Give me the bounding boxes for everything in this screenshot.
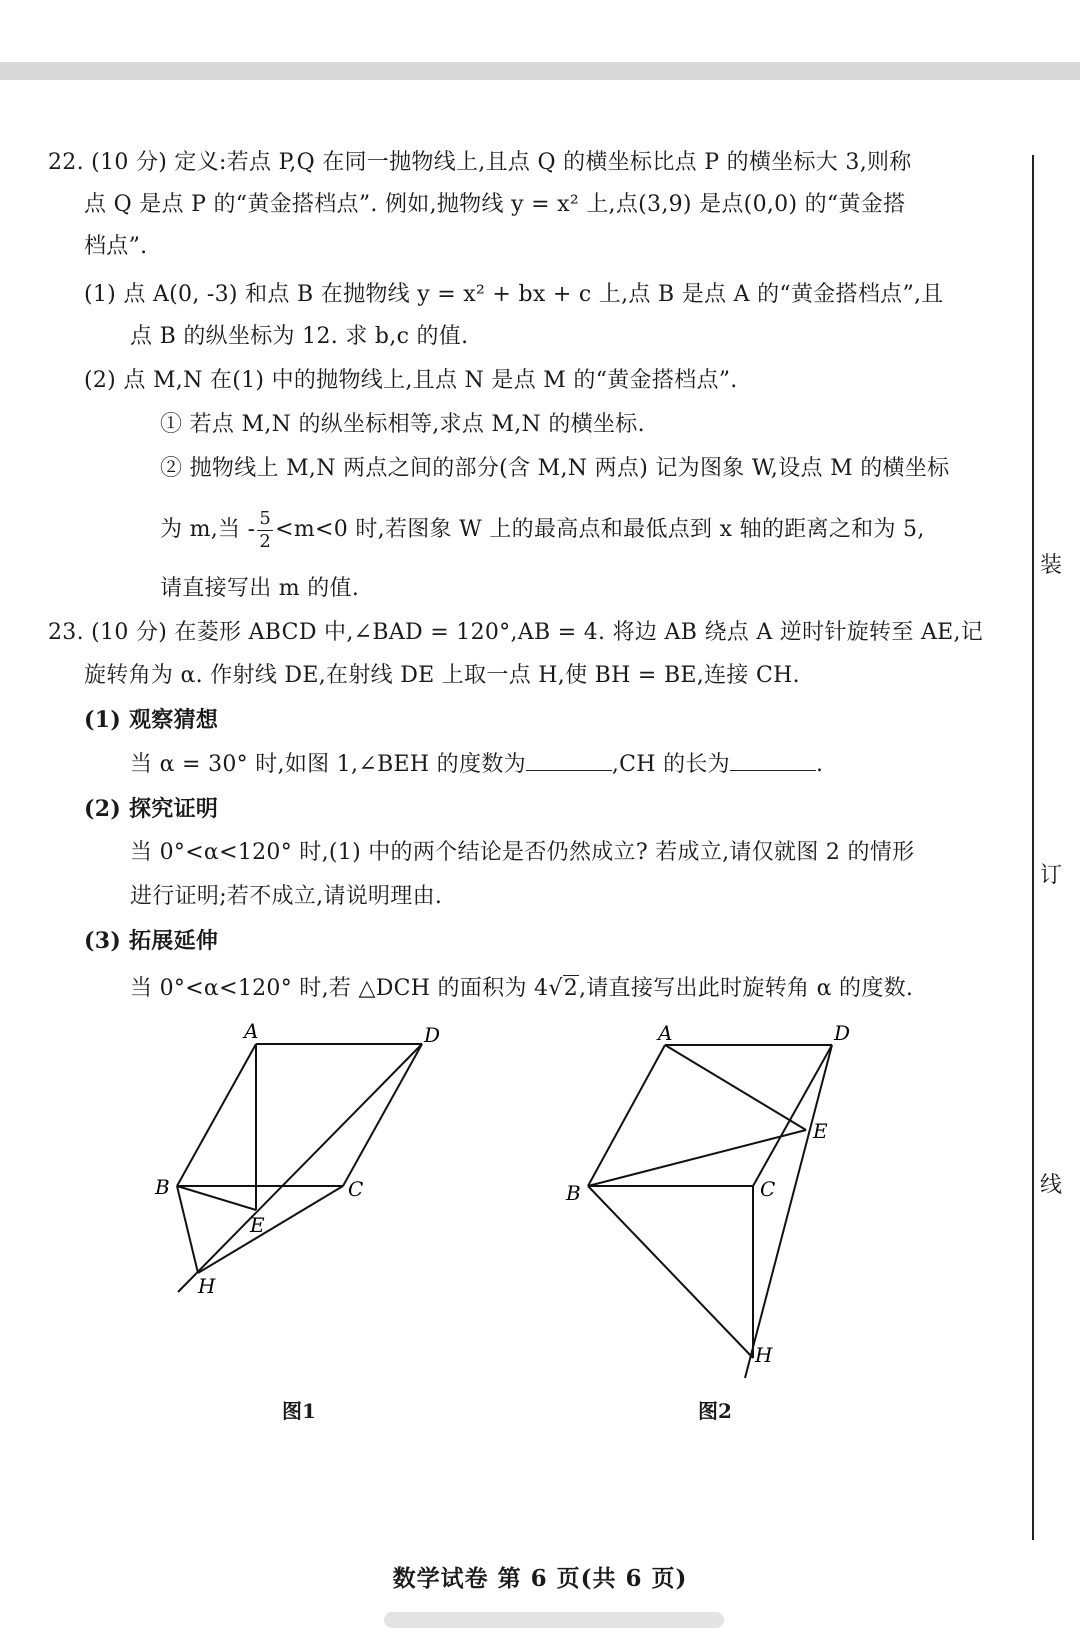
margin-char-ding: 订 [1039,863,1062,888]
q23-part1-end: . [815,752,824,777]
q23-part1-middle: ,CH 的长为 [611,752,730,777]
q22-range-suffix: <m<0 时,若图象 W 上的最高点和最低点到 x 轴的距离之和为 5, [275,517,925,542]
fig2-segment-bh [588,1186,753,1358]
figure-2-caption: 图2 [698,1399,732,1423]
page-footer: 数学试卷 第 6 页(共 6 页) [392,1565,688,1592]
margin-char-zhuang: 装 [1039,553,1062,578]
q23-part1-question [130,750,823,780]
fig1-ray-de [178,1044,422,1292]
fig2-segment-dc [753,1045,832,1186]
fig1-segment-be [177,1186,256,1210]
figure-1-diagram [150,1020,470,1320]
fig1-segment-ab [177,1044,256,1186]
fraction-numerator: 5 [259,507,272,529]
fig1-segment-bh [177,1186,198,1273]
sqrt-radicand: 2 [563,976,578,1001]
figure-2-lines [588,1045,832,1378]
binding-line [1032,155,1034,1540]
q23-part1-title: (1) 观察猜想 [84,707,219,733]
q23-part2-line2: 进行证明;若不成立,请说明理由. [130,884,443,909]
fig1-segment-dc [343,1044,422,1186]
q23-part3-title: (3) 拓展延伸 [84,928,219,954]
q22-range-prefix: 为 m,当 - [160,517,256,542]
q23-part3-question [130,974,913,1004]
fig1-label-h: H [198,1274,216,1298]
answer-blank-angle[interactable] [526,750,612,771]
q23-part2-title: (2) 探究证明 [84,796,219,822]
figure-1-lines [177,1044,422,1292]
q23-part1-prefix: 当 α = 30° 时,如图 1,∠BEH 的度数为 [130,752,526,777]
fig2-label-a: A [658,1021,673,1045]
q22-part1-line1: (1) 点 A(0, -3) 和点 B 在抛物线 y = x² + bx + c 上,点 B 是点 A 的“黄金搭档点”,且 [84,282,944,307]
fig1-label-c: C [348,1177,364,1201]
fraction-five-halves [257,508,273,553]
q22-part2-ii-line3: 请直接写出 m 的值. [160,576,360,601]
q22-part1-line2: 点 B 的纵坐标为 12. 求 b,c 的值. [130,324,469,349]
q22-line2: 点 Q 是点 P 的“黄金搭档点”. 例如,抛物线 y = x² 上,点(3,9) 是点(0,0) 的“黄金搭 [84,192,906,217]
q22-line1: 22. (10 分) 定义:若点 P,Q 在同一抛物线上,且点 Q 的横坐标比点 P 的横坐标大 3,则称 [48,150,912,175]
q23-part3-suffix: ,请直接写出此时旋转角 α 的度数. [579,976,914,1001]
fig2-ray-de [745,1045,832,1378]
fig2-label-c: C [760,1177,776,1201]
fig2-segment-ab [588,1045,665,1186]
fraction-denominator: 2 [259,530,272,552]
figure-1-caption: 图1 [282,1399,316,1423]
q22-line3: 档点”. [84,234,148,259]
figure-2-diagram [560,1020,860,1385]
margin-char-xian: 线 [1039,1173,1062,1198]
fig1-label-e: E [250,1213,265,1237]
home-indicator-bar[interactable] [384,1612,724,1628]
fig2-label-d: D [834,1021,851,1045]
answer-blank-length[interactable] [730,750,816,771]
fig2-label-h: H [755,1343,773,1367]
q23-line2: 旋转角为 α. 作射线 DE,在射线 DE 上取一点 H,使 BH = BE,连接 CH. [84,663,800,688]
q23-part2-line1: 当 0°<α<120° 时,(1) 中的两个结论是否仍然成立? 若成立,请仅就图 2 的情形 [130,840,915,865]
fig2-label-e: E [813,1119,828,1143]
fig2-segment-ae [665,1045,806,1130]
fig2-label-b: B [566,1181,581,1205]
q22-part2-i: ① 若点 M,N 的纵坐标相等,求点 M,N 的横坐标. [160,412,645,437]
fig1-label-a: A [244,1020,259,1043]
q23-line1: 23. (10 分) 在菱形 ABCD 中,∠BAD = 120°,AB = 4. 将边 AB 绕点 A 逆时针旋转至 AE,记 [48,620,984,645]
sqrt-symbol: √ [548,976,563,1001]
q22-part2-ii-line2 [160,500,925,560]
q22-part2-line1: (2) 点 M,N 在(1) 中的抛物线上,且点 N 是点 M 的“黄金搭档点”. [84,368,738,393]
fig1-label-d: D [424,1023,441,1047]
fig1-label-b: B [155,1175,170,1199]
q23-part3-prefix: 当 0°<α<120° 时,若 △DCH 的面积为 4 [130,976,549,1001]
q22-part2-ii-line1: ② 抛物线上 M,N 两点之间的部分(含 M,N 两点) 记为图象 W,设点 M 的横坐标 [160,456,950,481]
